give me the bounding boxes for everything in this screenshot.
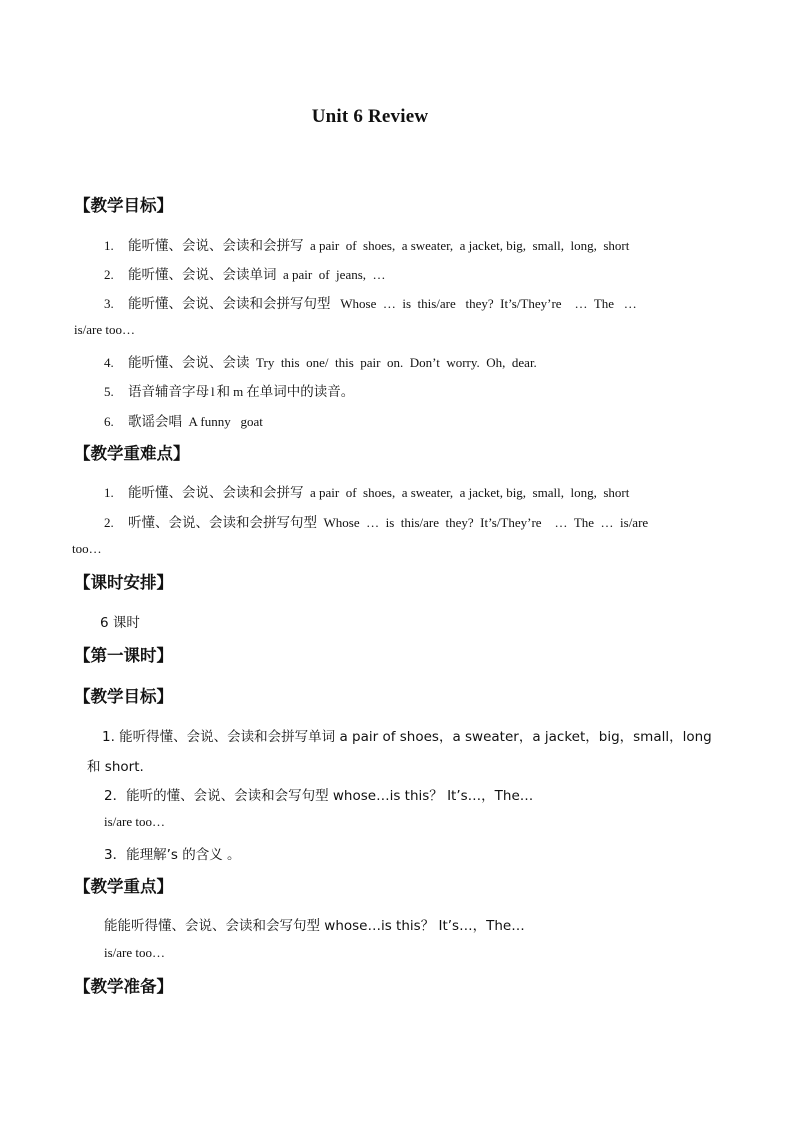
goal-item-cn: 能听懂、会说、会读和会拼写句型: [128, 296, 331, 312]
goal-item-number: 6.: [104, 414, 114, 429]
goal-item-2: [104, 263, 386, 283]
lesson-goal-text: 和 short.: [87, 759, 144, 775]
keypoint-item-en: a pair of shoes, a sweater, a jacket, big, small, long, short: [303, 485, 630, 500]
keypoint-item-cn: 听懂、会说、会读和会拼写句型: [128, 515, 317, 531]
lesson-goal-item-2-continued: is/are too…: [104, 814, 166, 829]
goal-item-en: Whose … is this/are they? It’s/They’re … The …: [330, 296, 637, 311]
goal-item-en: l: [211, 384, 215, 399]
goal-item-6: [104, 410, 263, 430]
key-focus-text: [104, 914, 525, 934]
goal-item-5: [104, 380, 354, 400]
goal-item-3-continued: is/are too…: [74, 322, 136, 337]
keypoint-item-2: [104, 511, 648, 531]
lesson-goal-item-3: [104, 843, 241, 863]
goal-item-cn: 能听懂、会说、会读: [128, 355, 250, 371]
lesson-goal-item-1-continued: [87, 755, 144, 775]
goal-item-en: A funny goat: [182, 414, 263, 429]
goal-item-cn: 在单词中的读音。: [246, 384, 355, 400]
section-heading-key-focus: 【教学重点】: [74, 877, 173, 896]
goal-item-cn: 语音辅音字母: [128, 384, 209, 400]
keypoint-item-en: Whose … is this/are they? It’s/They’re … The … is/are: [317, 515, 649, 530]
goal-item-cn: 能听懂、会说、会读和会拼写: [128, 238, 304, 254]
goal-item-cn: 能听懂、会说、会读单词: [128, 267, 277, 283]
keypoint-item-number: 1.: [104, 485, 114, 500]
goal-item-number: 5.: [104, 384, 114, 399]
lesson-goal-text: 2．能听的懂、会说、会读和会写句型 whose…is this？ It’s…，The…: [104, 788, 534, 804]
goal-item-en: a pair of shoes, a sweater, a jacket, big, small, long, short: [303, 238, 630, 253]
section-heading-keypoints: 【教学重难点】: [74, 444, 190, 463]
section-heading-goals: 【教学目标】: [74, 196, 173, 215]
goal-item-number: 4.: [104, 355, 114, 370]
key-focus-text-continued: is/are too…: [104, 945, 166, 960]
page-title: Unit 6 Review: [311, 106, 429, 127]
goal-item-4: [104, 351, 537, 371]
goal-item-cn: 和: [216, 384, 231, 400]
goal-item-1: [104, 234, 629, 254]
schedule-value: 6 课时: [100, 615, 140, 631]
keypoint-item-cn: 能听懂、会说、会读和会拼写: [128, 485, 304, 501]
goal-item-number: 2.: [104, 267, 114, 282]
goal-item-3: [104, 292, 637, 312]
section-heading-lesson-1: 【第一课时】: [74, 646, 173, 665]
lesson-goal-item-1: [102, 725, 712, 745]
goal-item-en: Try this one/ this pair on. Don’t worry. Oh, dear.: [249, 355, 537, 370]
goal-item-number: 1.: [104, 238, 114, 253]
section-heading-lesson-goals: 【教学目标】: [74, 687, 173, 706]
keypoint-item-number: 2.: [104, 515, 114, 530]
goal-item-en: m: [233, 384, 244, 399]
lesson-goal-item-2: [104, 784, 533, 804]
section-heading-preparation: 【教学准备】: [74, 977, 173, 996]
section-heading-schedule: 【课时安排】: [74, 573, 173, 592]
goal-item-en: a pair of jeans, …: [276, 267, 386, 282]
keypoint-item-1: [104, 481, 629, 501]
goal-item-number: 3.: [104, 296, 114, 311]
key-focus-value: 能能听得懂、会说、会读和会写句型 whose…is this？ It’s…，The…: [104, 918, 525, 934]
lesson-goal-text: 1. 能听得懂、会说、会读和会拼写单词 a pair of shoes，a sweater，a jacket，big，small，long: [102, 729, 712, 745]
goal-item-cn: 歌谣会唱: [128, 414, 182, 430]
lesson-goal-text: 3．能理解’s 的含义 。: [104, 847, 241, 863]
keypoint-item-2-continued: too…: [72, 541, 102, 556]
schedule-text: [100, 611, 140, 631]
